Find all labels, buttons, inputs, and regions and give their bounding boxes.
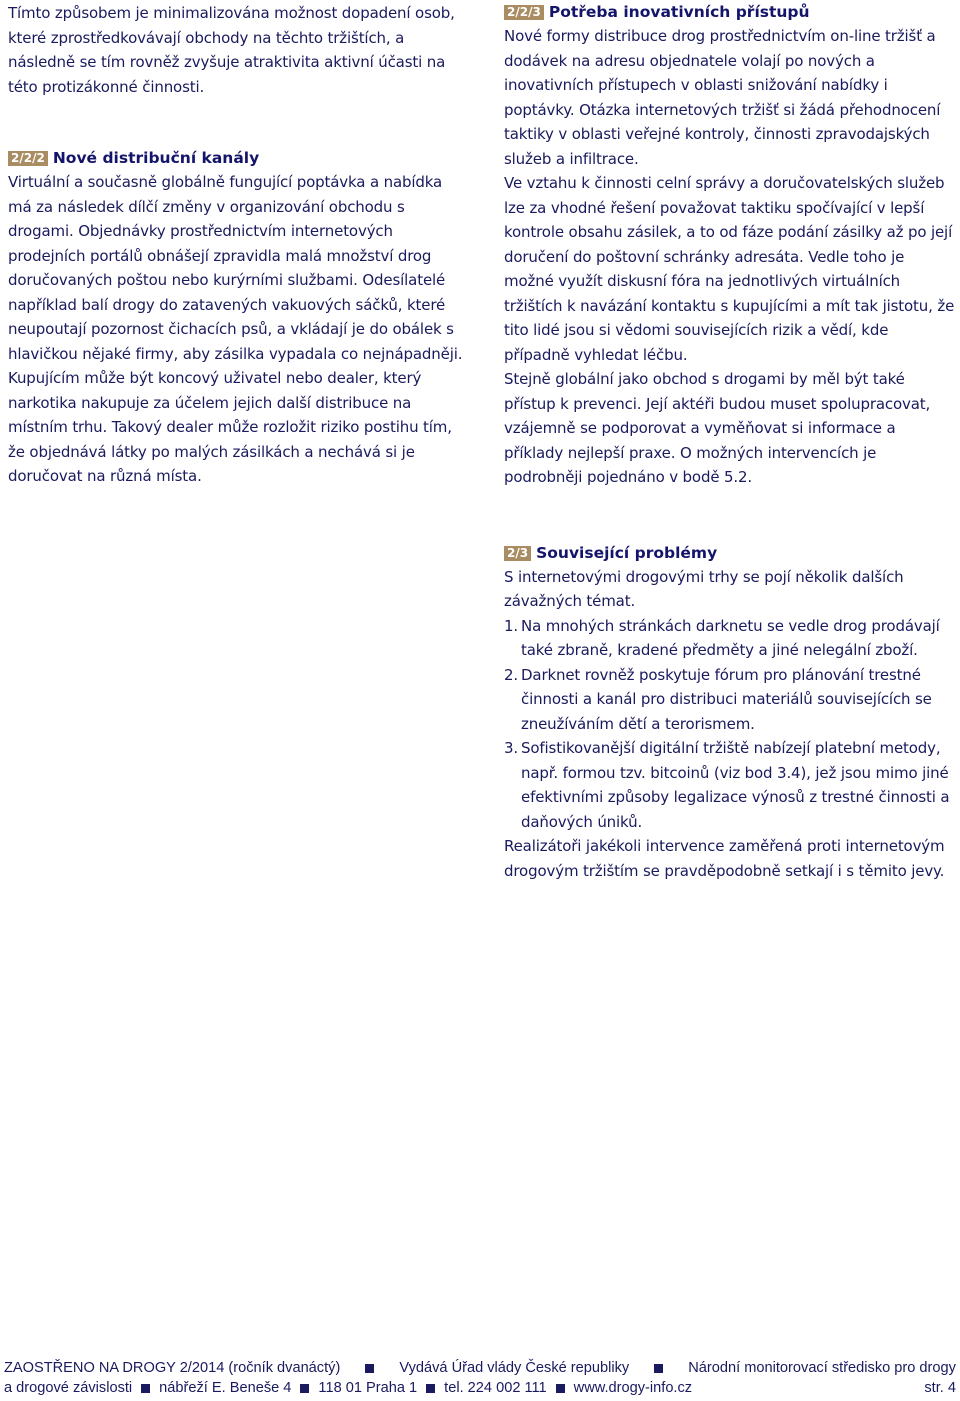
section-title: Související problémy <box>536 543 718 562</box>
section-number-badge: 2/2/2 <box>8 151 48 166</box>
right-column <box>504 0 956 883</box>
city: 118 01 Praha 1 <box>318 1380 418 1396</box>
separator-square-icon <box>300 1384 309 1393</box>
list-item <box>504 663 956 737</box>
page-number: str. 4 <box>924 1380 956 1396</box>
section-title: Potřeba inovativních přístupů <box>548 3 810 21</box>
list-item <box>504 614 956 663</box>
section-number-badge: 2/2/3 <box>504 5 544 20</box>
address: nábřeží E. Beneše 4 <box>159 1380 292 1396</box>
phone: tel. 224 002 111 <box>444 1380 547 1396</box>
left-column <box>8 0 463 489</box>
section-2-2-2-paragraph-1: Virtuální a současně globálně fungující poptávka a nabídka má za následek dílčí změny v organizování obchodu s drogami. Objednávky prostřednictvím internetových prodejních portálů obnášejí zpravidla malá množství drog doručovaných poštou nebo kurýrními službami. Odesílatelé například balí drogy do zatavených vakuových sáčků, které neupoutají pozornost čichacích psů, a vkládají je do obálek s hlavičkou nějaké firmy, aby zásilka vypadala co nejnápadněji. <box>8 173 463 363</box>
monitoring-center-cont: a drogové závislosti <box>4 1380 133 1396</box>
section-heading-2-2-3 <box>504 0 956 24</box>
monitoring-center: Národní monitorovací středisko pro drogy <box>688 1360 956 1376</box>
section-title: Nové distribuční kanály <box>52 149 260 167</box>
list-item <box>504 736 956 834</box>
related-problems-list <box>504 614 956 835</box>
list-item-text: Na mnohých stránkách darknetu se vedle drog prodávají také zbraně, kradené předměty a jiné nelegální zboží. <box>521 616 940 659</box>
page-footer <box>4 1358 956 1398</box>
section-2-2-3-paragraph-2: Ve vztahu k činnosti celní správy a doručovatelských služeb lze za vhodné řešení považovat taktiku spočívající v lepší kontrole obsahu zásilek, a to od fáze podání zásilky až po její doručení do poštovní schránky adresáta. Vedle toho je možné využít diskusní fóra na jednotlivých virtuálních tržištích k navázání kontaktu s kupujícími a mít tak jistotu, že tito lidé jsou si vědomi souvisejících rizik a vědí, kde případně vyhledat léčbu. <box>504 174 955 364</box>
separator-square-icon <box>556 1384 565 1393</box>
list-item-number: 1. <box>504 616 519 635</box>
intro-paragraph: Tímto způsobem je minimalizována možnost dopadení osob, které zprostředkovávají obchody na těchto tržištích, a následně se tím rovněž zvyšuje atraktivita aktivní účasti na této protizákonné činnosti. <box>8 4 455 96</box>
separator-square-icon <box>365 1364 374 1373</box>
section-heading-2-3 <box>504 541 956 565</box>
section-2-2-2-paragraph-2: Kupujícím může být koncový uživatel nebo dealer, který narkotika nakupuje za účelem jejich další distribuce na místním trhu. Takový dealer může rozložit riziko postihu tím, že objednává látky po malých zásilkách a nechává si je doručovat na různá místa. <box>8 369 452 485</box>
list-item-text: Darknet rovněž poskytuje fórum pro plánování trestné činnosti a kanál pro distribuci materiálů souvisejících se zneužíváním dětí a terorismem. <box>521 665 932 733</box>
footer-line-1 <box>4 1358 956 1378</box>
separator-square-icon <box>654 1364 663 1373</box>
list-item-number: 3. <box>504 739 519 757</box>
section-number-badge: 2/3 <box>504 546 531 561</box>
website-link[interactable]: www.drogy-info.cz <box>573 1380 693 1396</box>
section-2-2-3-paragraph-1: Nové formy distribuce drog prostřednictvím on-line tržišť a dodávek na adresu objednatele volají po nových a inovativních přístupech v oblasti snižování nabídky i poptávky. Otázka internetových tržišť si žádá přehodnocení taktiky v oblasti veřejné kontroly, činnosti zpravodajských služeb a infiltrace. <box>504 27 941 168</box>
section-2-2-3-paragraph-3: Stejně globální jako obchod s drogami by měl být také přístup k prevenci. Její aktéři budou muset spolupracovat, vzájemně se podporovat a vyměňovat si informace a příklady nejlepší praxe. O možných intervencích je podrobněji pojednáno v bodě 5.2. <box>504 370 931 486</box>
section-2-3-closing: Realizátoři jakékoli intervence zaměřená proti internetovým drogovým tržištím se pravděpodobně setkají i s těmito jevy. <box>504 837 945 880</box>
list-item-text: Sofistikovanější digitální tržiště nabízejí platební metody, např. formou tzv. bitcoinů (viz bod 3.4), jež jsou mimo jiné efektivními způsoby legalizace výnosů z trestné činnosti a daňových úniků. <box>521 739 950 831</box>
publication-name: ZAOSTŘENO NA DROGY 2/2014 (ročník dvanáctý) <box>4 1360 341 1376</box>
separator-square-icon <box>426 1384 435 1393</box>
separator-square-icon <box>141 1384 150 1393</box>
section-heading-2-2-2 <box>8 146 463 170</box>
section-2-3-intro: S internetovými drogovými trhy se pojí několik dalších závažných témat. <box>504 567 904 610</box>
publisher: Vydává Úřad vlády České republiky <box>399 1360 630 1376</box>
footer-line-2 <box>4 1378 956 1398</box>
list-item-number: 2. <box>504 665 519 684</box>
